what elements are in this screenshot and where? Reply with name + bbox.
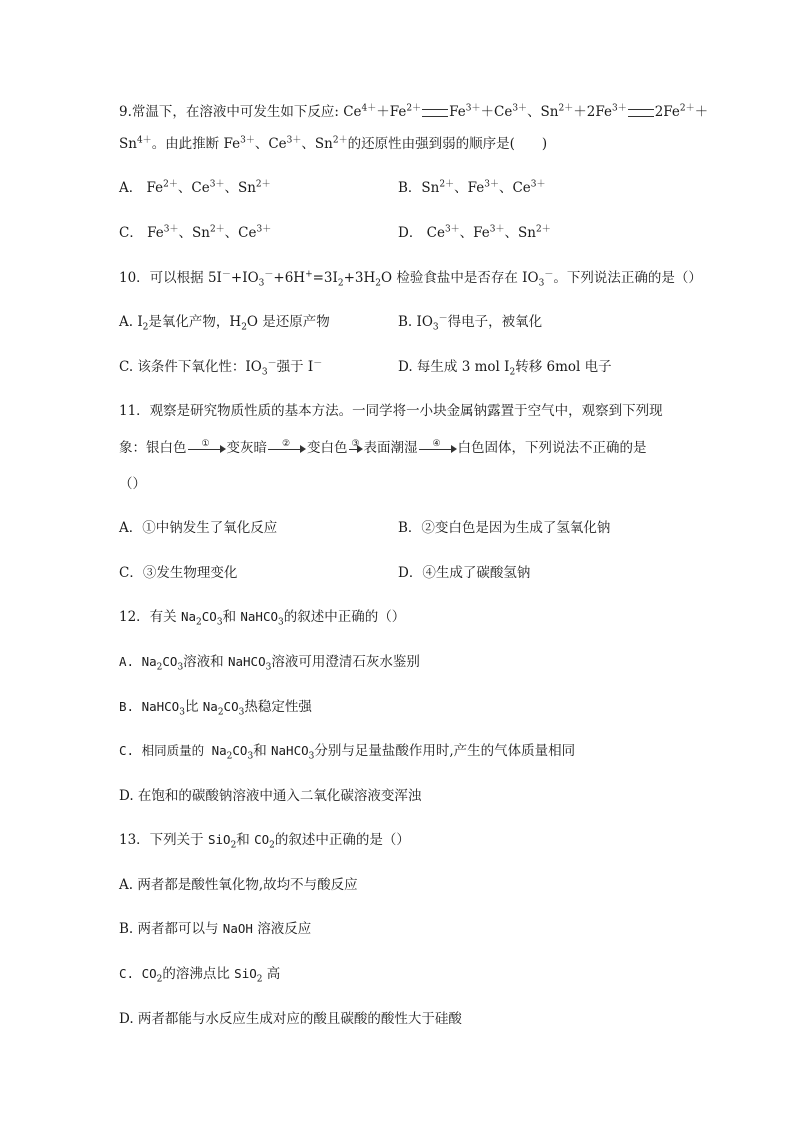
q13-option-d: D. 两者都能与水反应生成对应的酸且碳酸的酸性大于硅酸 [119, 1011, 462, 1027]
q12-option-d: D. 在饱和的碳酸钠溶液中通入二氧化碳溶液变浑浊 [119, 788, 422, 804]
reaction-arrow-3: ③ [349, 444, 363, 454]
q9-option-d: D． $Ce^{3+}$、$Fe^{3+}$、$Sn^{2+}$ [398, 224, 551, 241]
q9-stem-line2: $Sn^{4+}$。由此推断 $Fe^{3+}$、$Ce^{3+}$、$Sn^{2+}$的还原性由强到弱的顺序是( ) [119, 135, 548, 152]
q11-option-d: D．④生成了碳酸氢钠 [398, 565, 531, 581]
q9-stem-line1: 9.常温下，在溶液中可发生如下反应: $Ce^{4+}+Fe^{2+}$ $Fe^{3+}+Ce^{3+}$、$Sn^{2+}+2Fe^{3+}$ $2Fe^{2+}+$ [119, 103, 709, 120]
q13-option-c: C. $CO_2$的溶沸点比 SiO$_2$ 高 [119, 966, 281, 985]
q11-option-c: C．③发生物理变化 [119, 565, 238, 581]
q12-option-b: B. NaHCO$_3$比 $Na_2CO_3$热稳定性强 [119, 699, 312, 718]
equals-sign [628, 109, 654, 117]
q11-option-a: A．①中钠发生了氧化反应 [119, 520, 278, 536]
reaction-arrow-2: ② [268, 444, 306, 454]
q9-option-b: B．$Sn^{2+}$、$Fe^{3+}$、$Ce^{3+}$ [398, 179, 546, 196]
q11-stem-line2: 象：银白色 ① 变灰暗 ② 变白色 ③ 表面潮湿 ④ 白色固体，下列说法不正确的是 [119, 438, 647, 456]
q10-stem: 10．可以根据 $5I^-+IO_3^-+6H^+=3I_2+3H_2O$ 检验食盐中是否存在 $IO_3^-$。下列说法正确的是（） [119, 269, 702, 289]
q10-option-c: C. 该条件下氧化性：$IO_3^-$强于 I－ [119, 358, 323, 378]
q11-stem-line1: 11．观察是研究物质性质的基本方法。一同学将一小块金属钠露置于空气中，观察到下列现 [119, 403, 663, 419]
q12-option-c: C. 相同质量的 $Na_2CO_3$和 NaHCO$_3$分别与足量盐酸作用时,产生的气体质量相同 [119, 743, 576, 762]
reaction-arrow-4: ④ [419, 444, 457, 454]
q12-stem: 12．有关 $Na_2CO_3$和 NaHCO$_3$的叙述中正确的（） [119, 609, 406, 628]
q10-option-a: A. $I_2$是氧化产物，$H_2O$ 是还原产物 [119, 314, 330, 333]
reaction-arrow-1: ① [188, 444, 226, 454]
q12-option-a: A. $Na_2CO_3$溶液和 NaHCO$_3$溶液可用澄清石灰水鉴别 [119, 654, 420, 673]
q13-stem: 13．下列关于 SiO$_2$和 $CO_2$的叙述中正确的是（） [119, 832, 410, 851]
q13-option-b: B. 两者都可以与 NaOH 溶液反应 [119, 921, 312, 937]
q9-option-c: C． $Fe^{3+}$、$Sn^{2+}$、$Ce^{3+}$ [119, 224, 272, 241]
q11-blank: （） [119, 476, 146, 492]
q10-option-d: D. 每生成 3 mol $I_2$转移 6mol 电子 [398, 359, 612, 378]
q9-option-a: A． $Fe^{2+}$、$Ce^{3+}$、$Sn^{2+}$ [119, 179, 271, 196]
equals-sign [422, 109, 448, 117]
q10-option-b: B. $IO_3^-$得电子，被氧化 [398, 313, 543, 333]
q13-option-a: A. 两者都是酸性氧化物,故均不与酸反应 [119, 877, 358, 893]
q11-option-b: B．②变白色是因为生成了氢氧化钠 [398, 520, 611, 536]
